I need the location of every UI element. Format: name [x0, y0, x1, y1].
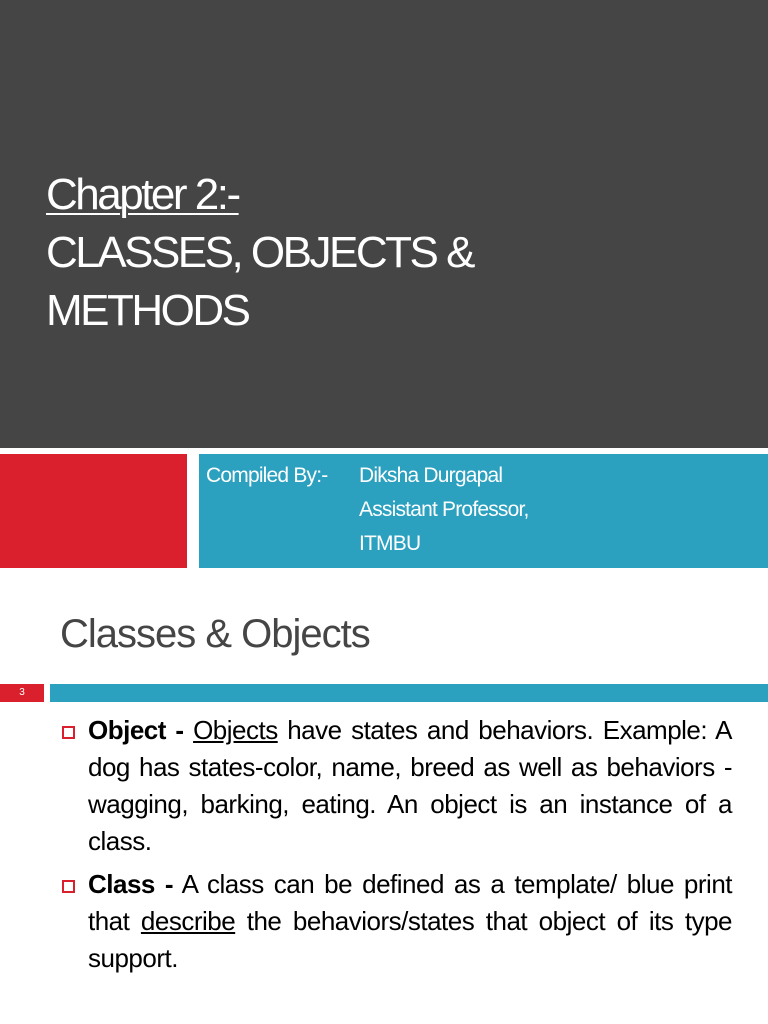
- bullet-class: [60, 866, 732, 977]
- bullet-text: the behaviors/states that object of its type support.: [88, 906, 732, 973]
- bullet-term: Object -: [88, 715, 184, 745]
- square-bullet-icon: [62, 726, 75, 739]
- bullet-text: have states and behaviors. Example: A dog has states-color, name, breed as well as behaviors -wagging, barking, eating. An object is an instance of a class.: [88, 715, 733, 856]
- section-heading: Classes & Objects: [60, 612, 370, 656]
- bullet-term: Class -: [88, 869, 174, 899]
- underlined-word: Objects: [193, 715, 278, 745]
- teal-divider-bar: [50, 684, 768, 702]
- red-accent-block: [0, 454, 187, 568]
- bullet-object: [60, 712, 732, 860]
- credits: [206, 459, 529, 561]
- author-designation: Assistant Professor,: [359, 498, 529, 521]
- slide-title: [46, 166, 473, 340]
- author-institution: ITMBU: [359, 532, 421, 555]
- title-line-2: METHODS: [46, 286, 249, 335]
- compiled-by-label: Compiled By:-: [206, 464, 328, 487]
- bullet-text: A class can be defined as a template/ blue print that: [88, 869, 733, 936]
- underlined-word: describe: [140, 906, 236, 936]
- chapter-label: Chapter 2:-: [46, 170, 239, 219]
- square-bullet-icon: [62, 880, 75, 893]
- bullet-list: [60, 712, 732, 983]
- slide-number: 3: [0, 684, 44, 702]
- title-line-1: CLASSES, OBJECTS &: [46, 228, 473, 277]
- author-name: Diksha Durgapal: [359, 464, 503, 487]
